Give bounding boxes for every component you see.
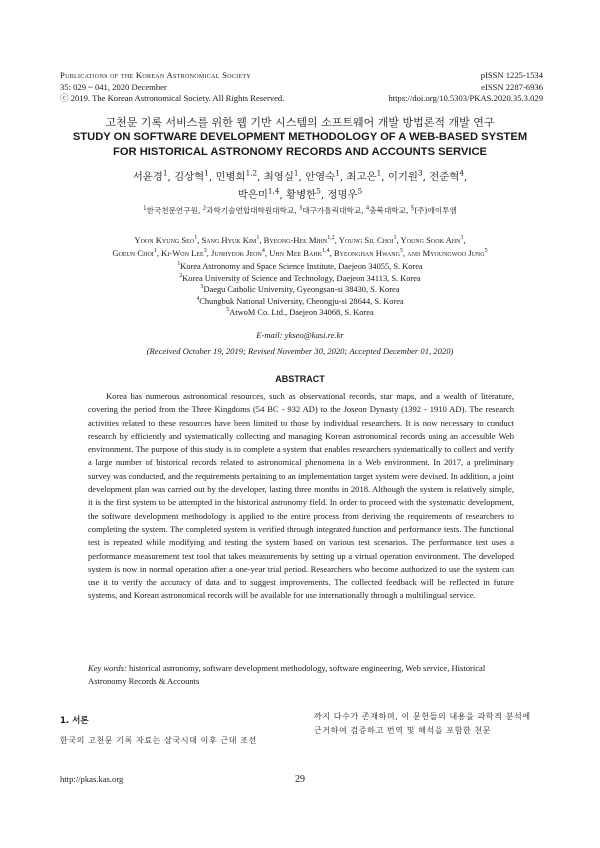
en-author (112, 248, 156, 258)
en-author: and Myoungwoo Jung$^5$ (407, 248, 488, 258)
ko-author (327, 186, 363, 201)
ko-author-name: 전준혁 (429, 171, 460, 183)
keywords-label: Key words: (88, 663, 127, 673)
received-dates: (Received October 19, 2019; Revised November 30, 2020; Accepted December 01, 2020) (146, 346, 454, 356)
en-author-sup: 3 (203, 248, 207, 255)
ko-author-sup: 1 (162, 168, 168, 178)
authors-korean-line-1: 서윤경$^1$, 김상혁$^1$, 민병희$^{1,2}$, 최영실$^1$, 안영숙$^1$, 최고은$^1$, 이기원$^3$, 전준혁$^4$, (132, 168, 468, 183)
en-author-sup: 1,4 (322, 248, 330, 255)
ko-author (174, 168, 209, 183)
affiliation-ko (411, 206, 457, 215)
affiliation-en-text: AtwoM Co. Ltd., Daejeon 34068, S. Korea (229, 308, 374, 318)
en-author-name: Ki-Won Lee (161, 248, 204, 258)
affiliation-en-text: Chungbuk National University, Cheongju-si 28644, S. Korea (199, 296, 404, 306)
affiliation-ko (203, 206, 294, 215)
affiliation-ko-sup: 3 (299, 205, 303, 212)
section-title: 1. 서론 (60, 716, 89, 726)
affiliation-en-text: Korea Astronomy and Space Science Institute, Daejeon 34055, S. Korea (180, 262, 423, 271)
affiliation-ko-name: 한국천문연구원 (146, 206, 198, 215)
ko-author-name: 황병한 (286, 189, 317, 201)
en-author-name: Yoon Kyung Seo (134, 235, 195, 245)
en-author-name: Uhn Mee Bahk (269, 248, 323, 258)
en-author (161, 248, 207, 258)
affiliation-en-sup: 5 (226, 307, 230, 314)
affiliation-en-text: Korea University of Science and Technology, Daejeon 34113, S. Korea (182, 273, 421, 283)
page-number: 29 (295, 774, 305, 785)
en-author (334, 248, 403, 258)
en-author-name: Young Sook Ahn (400, 235, 461, 245)
en-author-name: Byeonghan Hwang (333, 248, 400, 258)
en-author-name: Byeong-Hee Mihn (263, 235, 328, 245)
affiliation-en-sup: 1 (177, 261, 181, 268)
ko-author-name: 김상혁 (174, 171, 205, 183)
affiliation-en-sup: 3 (200, 284, 204, 291)
ko-author (286, 186, 321, 201)
issn-block (388, 70, 543, 105)
eissn: eISSN 2287-6936 (481, 81, 543, 92)
affiliation-en-sup: 2 (179, 272, 183, 279)
en-author-sup: 4 (261, 248, 265, 255)
ko-author (346, 168, 382, 183)
en-author (339, 235, 397, 245)
ko-author (237, 186, 280, 201)
ko-author-sup: 1 (293, 168, 299, 178)
en-author (202, 235, 260, 245)
ko-author-name: 이기원 (387, 171, 418, 183)
en-author-sup: 1 (256, 235, 260, 242)
affiliation-en (0, 284, 600, 296)
authors-english-line-2: Goeun Choi$^1$, Ki-Won Lee$^3$, Junhyeok Jeon$^4$, Uhn Mee Bahk$^{1,4}$, Byeonghan Hwang$^5$, and Myoungwoo Jung$^5$ (112, 248, 488, 258)
affiliation-ko-name: 충북대학교 (369, 206, 406, 215)
en-author (211, 248, 265, 258)
journal-name: Publications of the Korean Astronomical Society (60, 70, 252, 80)
en-author (269, 248, 329, 258)
affiliation-en (0, 296, 600, 308)
en-author-name: Junhyeok Jeon (211, 248, 262, 258)
ko-author (215, 168, 258, 183)
en-author-sup: 1 (194, 235, 198, 242)
footer-url[interactable]: http://pkas.kas.org (60, 774, 124, 784)
affiliation-ko-sup: 2 (202, 205, 207, 212)
affiliation-ko-sup: 1 (143, 205, 147, 212)
ko-author-name: 정명우 (327, 189, 358, 201)
en-author-name: Young Sil Choi (338, 235, 394, 245)
authors-korean-line-2: 박은미$^{1,4}$, 황병한$^5$, 정명우$^5$ (237, 186, 363, 201)
doi-link[interactable]: https://doi.org/10.5303/PKAS.2020.35.3.029 (388, 93, 543, 103)
affiliation-ko (143, 206, 198, 215)
en-author-sup: 1 (393, 235, 397, 242)
body-column-right: 까지 다수가 존재하며, 이 문헌들의 내용을 과학적 분석에 근거하여 검증하고 번역 및 해석을 포함한 천문 (314, 712, 531, 735)
affiliation-en (0, 261, 600, 273)
pissn: pISSN 1225-1534 (480, 70, 543, 80)
title-english-line-2: FOR HISTORICAL ASTRONOMY RECORDS AND ACCOUNTS SERVICE (113, 146, 487, 158)
en-author (400, 235, 463, 245)
title-english-line-1: STUDY ON SOFTWARE DEVELOPMENT METHODOLOGY OF A WEB-BASED SYSTEM (72, 131, 528, 143)
ko-author (263, 168, 299, 183)
affiliation-ko-name: 과학기술연합대학원대학교 (206, 206, 295, 215)
ko-author-sup: 5 (357, 186, 363, 196)
ko-author-name: 최영실 (263, 171, 294, 183)
en-author-name: Goeun Choi (112, 248, 154, 258)
ko-author-sup: 3 (417, 168, 423, 178)
affiliation-ko-name: 대구가톨릭대학교 (302, 206, 362, 215)
keywords-list: historical astronomy, software development methodology, software engineering, Web service, Historical Astronomy Records & Accounts (88, 663, 486, 687)
ko-author-name: 최고은 (346, 171, 377, 183)
affiliation-ko (299, 206, 361, 215)
authors-korean (0, 168, 600, 204)
affiliation-ko-name: (주)에이투엠 (414, 206, 457, 215)
copyright-line: ⓒ 2019. The Korean Astronomical Society. All Rights Reserved. (60, 93, 285, 103)
ko-author (132, 168, 168, 183)
affiliation-ko (366, 206, 406, 215)
affiliation-en-sup: 4 (196, 295, 200, 302)
ko-author (305, 168, 340, 183)
body-column-left: 한국의 고천문 기록 자료는 삼국시대 이후 근대 조선 (60, 736, 257, 745)
en-author-sup: 1 (460, 235, 464, 242)
en-author-sup: 1,2 (327, 235, 335, 242)
ko-author-name: 박은미 (237, 189, 268, 201)
title-korean: 고천문 기록 서비스를 위한 웹 기반 시스템의 소프트웨어 개발 방법론적 개발 연구 (105, 116, 495, 129)
affiliation-ko-sup: 5 (410, 205, 415, 212)
authors-english (0, 234, 600, 260)
ko-author-sup: 1,4 (267, 186, 280, 196)
volume-line: 35: 029 ~ 041, 2020 December (60, 81, 167, 92)
en-author (134, 235, 197, 245)
ko-author (387, 168, 423, 183)
ko-author-name: 민병희 (215, 171, 246, 183)
abstract-heading: ABSTRACT (275, 374, 325, 384)
authors-english-line-1: Yoon Kyung Seo$^1$, Sang Hyuk Kim$^1$, Byeong-Hee Mihn$^{1,2}$, Young Sil Choi$^1$, Young Sook Ahn$^1$, (134, 235, 466, 245)
journal-header (60, 70, 284, 105)
ko-author-sup: 4 (459, 168, 464, 178)
title-english (0, 130, 600, 160)
ko-author-name: 안영숙 (305, 171, 336, 183)
ko-author-sup: 1 (376, 168, 382, 178)
affiliation-en (0, 273, 600, 285)
affiliation-ko-sup: 4 (365, 205, 370, 212)
ko-author (429, 168, 464, 183)
ko-author-sup: 5 (316, 186, 321, 196)
en-author-sup: 5 (484, 248, 488, 255)
affiliations-english (0, 261, 600, 319)
ko-author-name: 서윤경 (132, 171, 163, 183)
affiliations-korean: $^1$한국천문연구원, $^2$과학기술연합대학원대학교, $^3$대구가톨릭대학교, $^4$충북대학교, $^5$(주)에이투엠 (143, 205, 457, 215)
en-author-name: Sang Hyuk Kim (201, 235, 257, 245)
keywords (88, 662, 514, 689)
affiliation-en (0, 307, 600, 319)
affiliation-en-text: Daegu Catholic University, Gyeongsan-si 38430, S. Korea (203, 285, 400, 295)
ko-author-sup: 1,2 (245, 168, 258, 178)
en-author (264, 235, 335, 245)
en-author-name: Myoungwoo Jung (422, 248, 485, 258)
en-author-sup: 5 (399, 248, 403, 255)
abstract-body: Korea has numerous astronomical resources, such as observational records, star maps, and a wealth of literature, covering the period from the Three Kingdoms (54 BC - 932 AD) to the Joseon Dynasty (1392 - 1910 AD). The research activities related to these resources have been limited to those by individual researchers. It is now necessary to conduct research by efficiently and systematically collecting and managing Korean astronomical records using an accessible Web environment. The purpose of this study is to complete a system that enables researchers systematically to collect and verify a large number of historical records related to astronomical phenomena in a Web environment. In 2017, a preliminary survey was conducted, and the requirements pertaining to an implementation target system were devised. In addition, a joint development plan was carried out by the developer, lasting three months in 2018. Although the system is relatively simple, it is the first system to be attempted in the historical astronomy field. In order to proceed with the systematic development, the software development methodology is applied to the entire process from deriving the requirements of researchers to completing the system. The completed system is verified through integrated function and performance tests. The functional test is repeated while modifying and testing the system based on various test scenarios. The performance test uses a performance measurement test tool that takes measurements by setting up a virtual operation environment. The developed system is now in normal operation after a one-year trial period. Researchers who become authorized to use the system can use it to verify the accuracy of data and to suggest improvements. The collected feedback will be reflected in future systems, and Korean astronomical records will be available for use internationally through a multilingual service. (88, 391, 514, 601)
ko-author-sup: 1 (204, 168, 209, 178)
ko-author-sup: 1 (335, 168, 340, 178)
en-author-sup: 1 (153, 248, 157, 255)
contact-email: E-mail: ykseo@kasi.re.kr (256, 330, 344, 340)
